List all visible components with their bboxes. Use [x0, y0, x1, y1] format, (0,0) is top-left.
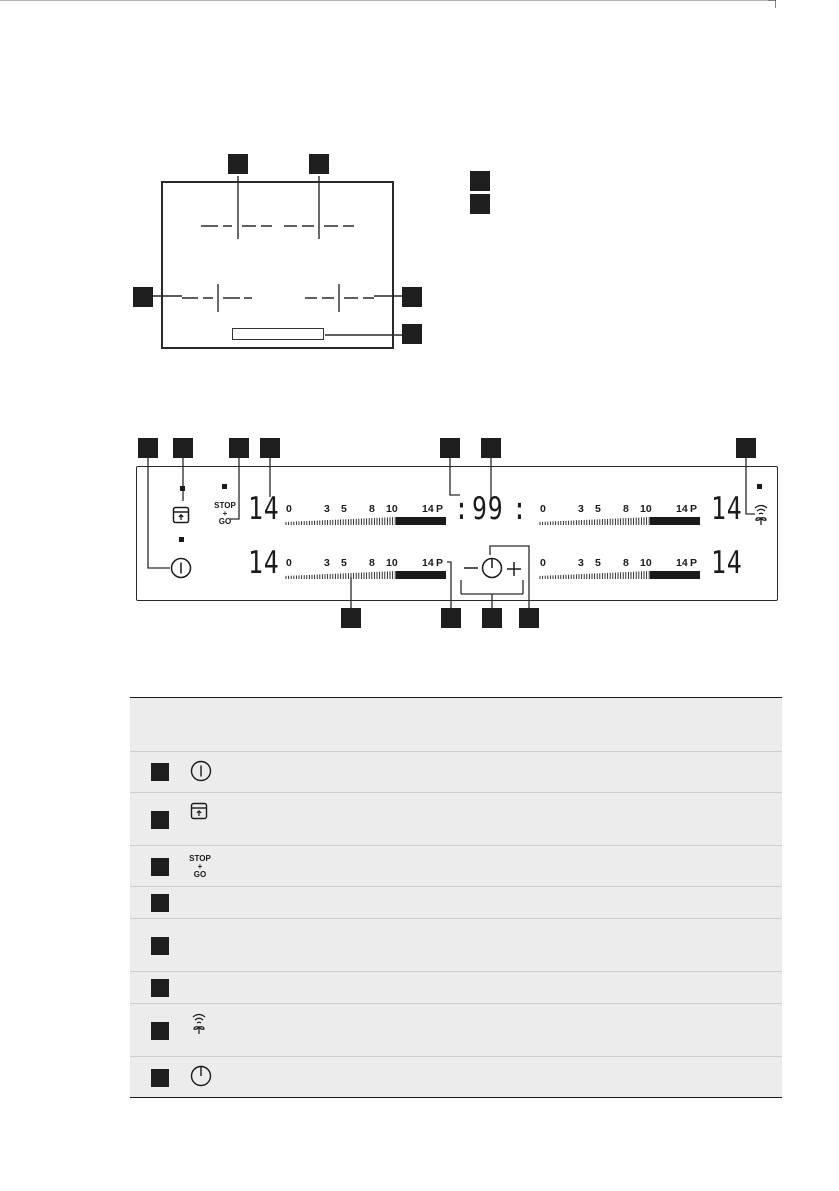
control-bar-front-right[interactable] [538, 570, 700, 579]
hob-hood-indicator-dot [757, 484, 762, 489]
plus-label: + [222, 509, 228, 518]
table-row [130, 972, 782, 1004]
table-row [130, 793, 782, 846]
hob-hood-icon[interactable] [752, 503, 770, 527]
heat-display-rear-right: 14 [711, 491, 743, 527]
stop-label: STOP [214, 501, 236, 510]
table-row [130, 887, 782, 919]
row-number-badge [151, 1069, 169, 1087]
row-number-badge [151, 858, 169, 876]
lock-icon[interactable] [172, 506, 190, 524]
control-bar-rear-left[interactable] [284, 516, 446, 525]
row-number-badge [151, 1022, 169, 1040]
table-row [130, 1057, 782, 1098]
timer-icon [190, 1065, 212, 1087]
stop-go-button[interactable] [212, 502, 238, 526]
timer-icon[interactable] [481, 557, 503, 579]
heat-display-rear-left: 14 [248, 491, 280, 527]
timer-display: 99 [472, 491, 504, 527]
scale-labels-front-left: 0 3 5 8 10 14 P [286, 557, 444, 569]
power-icon[interactable] [170, 557, 192, 579]
table-header [130, 697, 782, 752]
go-label: GO [218, 517, 232, 526]
lock-indicator-dot [180, 486, 185, 491]
timer-colon-left: : [454, 491, 470, 527]
row-number-badge [151, 979, 169, 997]
control-bar-rear-right[interactable] [538, 516, 700, 525]
minus-icon[interactable] [463, 564, 479, 572]
stop-go-icon: STOP + GO [189, 854, 211, 879]
control-bar-front-left[interactable] [284, 570, 446, 579]
plus-icon[interactable] [506, 561, 522, 577]
row-number-badge [151, 937, 169, 955]
heat-display-front-right: 14 [711, 545, 743, 581]
stop-go-indicator-dot [222, 484, 227, 489]
row-number-badge [151, 894, 169, 912]
table-row [130, 752, 782, 793]
functions-table [130, 697, 782, 1098]
table-row [130, 919, 782, 972]
table-row [130, 846, 782, 887]
hob-hood-icon [190, 1012, 208, 1036]
heat-display-front-left: 14 [248, 545, 280, 581]
scale-labels-front-right: 0 3 5 8 10 14 P [540, 557, 698, 569]
on-off-indicator-dot [179, 537, 184, 542]
lock-icon [190, 802, 208, 820]
row-number-badge [151, 763, 169, 781]
power-icon [190, 760, 212, 782]
timer-colon-right: : [512, 491, 528, 527]
row-number-badge [151, 811, 169, 829]
scale-labels-rear-right: 0 3 5 8 10 14 P [540, 503, 698, 515]
scale-labels-rear-left: 0 3 5 8 10 14 P [286, 503, 444, 515]
table-row [130, 1004, 782, 1057]
